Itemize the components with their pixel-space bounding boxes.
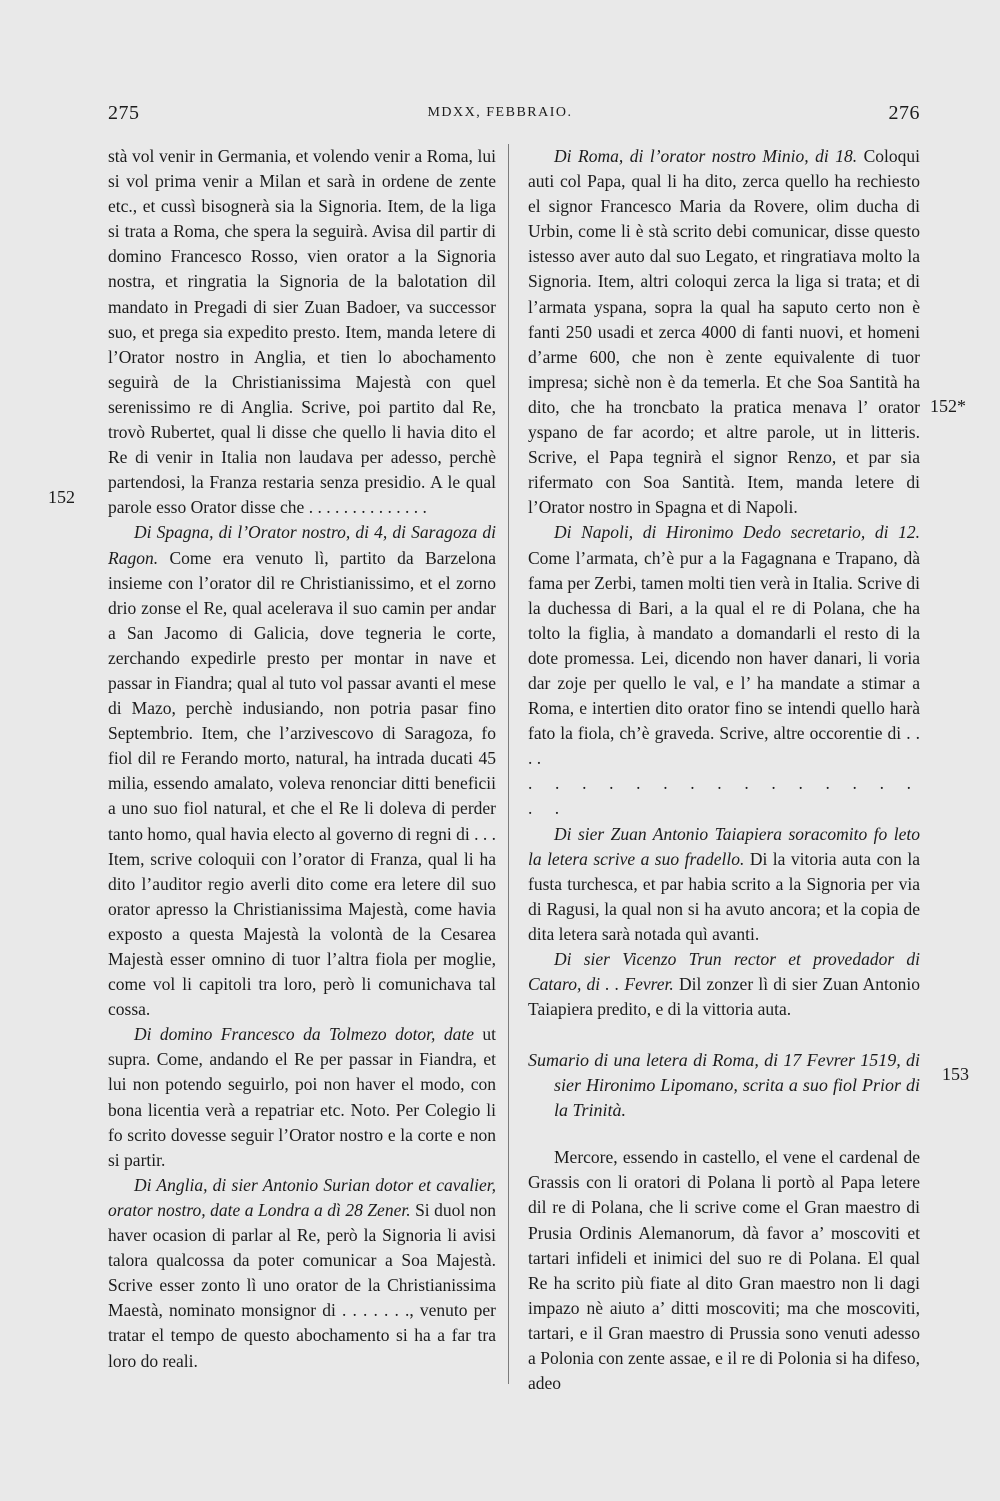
margin-number-152-left: 152 <box>48 487 75 507</box>
entry-heading: Di sier Zuan Antonio Taiapiera soracomito fo leto la letera scrive a suo fradello. <box>528 823 920 869</box>
paragraph <box>108 520 496 1022</box>
ellipsis-line: . . . . . . . . . . . . . . . . . <box>528 773 920 819</box>
paragraph <box>528 822 920 947</box>
margin-number-152-right: 152* <box>930 396 966 416</box>
left-column <box>108 144 496 1374</box>
entry-heading: Di Roma, di l’orator nostro Minio, di 18. <box>554 146 858 166</box>
entry-heading: Di sier Vicenzo Trun rector et provedador di Cataro, di . . Fevrer. <box>528 949 920 995</box>
paragraph <box>108 1022 496 1173</box>
right-column <box>528 144 920 1396</box>
summary-heading: Sumario di una letera di Roma, di 17 Fevrer 1519, di sier Hironimo Lipomano, scrita a suo fiol Prior di la Trinità. <box>528 1050 920 1121</box>
entry-body: Come l’armata, ch’è pur a la Fagagnana e Trapano, dà fama per Zerbi, tamen molti tien verà in Italia. Scrive di la duchessa di Bari, a la qual el re di Polana, che ha tolto la figlia, à mandato a domandarli el resto di la dote promessa. Lei, dicendo non haver danari, li voria dar zoje per quello le val, e l’ ha mandate a stimar a Roma, e intertien dito orator fino se intendi quello harà fato la fiola, ch’è graveda. Scrive, altre occorentie di . . . . <box>528 547 920 769</box>
entry-heading: Di Spagna, di l’Orator nostro, di 4, di Saragoza di Ragon. <box>108 522 496 568</box>
entry-heading: Di Napoli, di Hironimo Dedo secretario, di 12. <box>554 522 920 543</box>
paragraph: stà vol venir in Germania, et volendo venir a Roma, lui si vol prima venir a Milan et sarà in ordene de zente etc., et cussì bisognerà sia la Signoria. Item, de la liga si trata a Roma, che spera la seguirà. Avisa dil partir di domino Francesco Rosso, vien orator a la Signoria nostra, et ringratia la Signoria de la balotation dil mandato in Pregadi di sier Zuan Badoer, va successor suo, et prega sia expedito presto. Item, manda letere di l’Orator nostro in Anglia, et tien lo abochamento seguirà de la Christianissima Majestà con quel serenissimo re di Anglia. Scrive, poi partito dal Re, trovò Rubertet, qual li disse che quello li havia dito el Re di venir in Italia non laudava per adesso, perchè partendosi, la Franza restaria senza presidio. A le qual parole esso Orator disse che . . . . . . . . . . . . . . <box>108 146 496 518</box>
entry-body: Come era venuto lì, partito da Barzelona insieme con l’orator dil re Christianissimo, et el zorno drio zonse el Re, qual acelerava il suo camin per andar a San Jacomo di Galicia, dove tegneria le corte, zerchando expedirle presto per montar in nave et passar in Fiandra; qual al tuto vol passar avanti el mese di Mazo, perchè indusiando, non potria pasar fino Septembrio. Item, che l’arzivescovo di Saragoza, fo fiol dil re Ferando morto, natural, ha intrada ducati 45 milia, essendo amalato, voleva renonciar ditti beneficii a uno suo fiol natural, et che el Re li doleva di perder tanto homo, qual havia electo al governo di regni di . . . Item, scrive coloquii con l’orator di Franza, qual li ha dito l’auditor regio averli dito come era letere dil suo orator apresso la Christianissima Majestà, come havia exposto a questa Majestà la volontà de la Cesarea Majestà esser omnino di tuor l’altra fiola per moglie, come vol li capitoli tra loro, però li comunichava tal cossa. <box>108 547 497 1020</box>
page-number-right: 276 <box>888 102 920 124</box>
page-header <box>0 102 1000 132</box>
entry-heading: Di domino Francesco da Tolmezo dotor, date <box>134 1024 474 1045</box>
paragraph <box>528 144 920 520</box>
page-number-left: 275 <box>108 102 140 124</box>
paragraph: Mercore, essendo in castello, el vene el cardenal de Grassis con li oratori di Polana li portò al Papa letere dil re di Polana, che li scrive come el Gran maestro di Prusia Ordinis Alemanorum, dà favor a’ moscoviti et tartari infideli et inimici del suo re di Polana. El qual Re ha scrito più fiate al dito Gran maestro non li dagi impazo nè aiuto a’ ditti moscoviti; ma che moscoviti, tartari, e il Gran maestro di Prussia sono venuti adesso a Polonia con zente assae, e il re di Polonia si ha difeso, adeo <box>528 1147 920 1394</box>
paragraph <box>108 1173 496 1374</box>
paragraph <box>528 520 920 771</box>
paragraph <box>528 947 920 1022</box>
entry-heading: Di Anglia, di sier Antonio Surian dotor et cavalier, orator nostro, date a Londra a dì 28 Zener. <box>108 1174 496 1220</box>
running-title: MDXX, FEBBRAIO. <box>427 105 573 120</box>
entry-body: Coloqui auti col Papa, qual li ha dito, zerca quello ha rechiesto el signor Francesco Maria da Rovere, olim ducha di Urbin, come li è stà scrito debi comunicar, disse questo istesso aver auto dal suo Legato, et ringratiava molto la Signoria. Item, altri coloqui zerca la liga si trata; et di l’armata yspana, sopra la qual ha saputo certo non è fanti 250 usadi et zerca 4000 di fanti nuovi, et homeni d’arme 600, che non è zente equivalente di tuor impresa; sichè non è da temerla. Et che Soa Santità ha dito, che ha troncbato la pratica menava l’ orator yspano de far acordo; et altre parole, ut in litteris. Scrive, el Papa tegnirà el signor Renzo, et par sia rifermato con Soa Santità. Item, manda letere di l’Orator nostro in Spagna et di Napoli. <box>528 146 921 518</box>
entry-body: ut supra. Come, andando el Re per passar in Fiandra, et lui non potendo seguirlo, poi non haver el modo, con bona licentia verà a repatriar etc. Noto. Per Colegio li fo scrito dovesse seguir l’Orator nostro e la corte e non si partir. <box>108 1024 496 1170</box>
entry-body: Si duol non haver ocasion di parlar al Re, però la Signoria li avisi talora qualcossa da poter comunicar a Soa Majestà. Scrive esser zonto lì uno orator de la Christianissima Maestà, nominato monsignor di . . . . . . ., venuto per tratar el tempo de questo abochamento si ha a far tra loro do reali. <box>108 1199 496 1371</box>
entry-body: Dil zonzer lì di sier Zuan Antonio Taiapiera predito, e di la vittoria auta. <box>528 974 920 1020</box>
entry-body: Di la vitoria auta con la fusta turchesca, et par habia scrito a la Signoria per via di Ragusi, la qual non si ha avuto ancora; et la copia de dita letera sarà notada quì avanti. <box>528 848 920 944</box>
column-divider <box>508 144 509 1384</box>
margin-number-153: 153 <box>942 1064 969 1084</box>
